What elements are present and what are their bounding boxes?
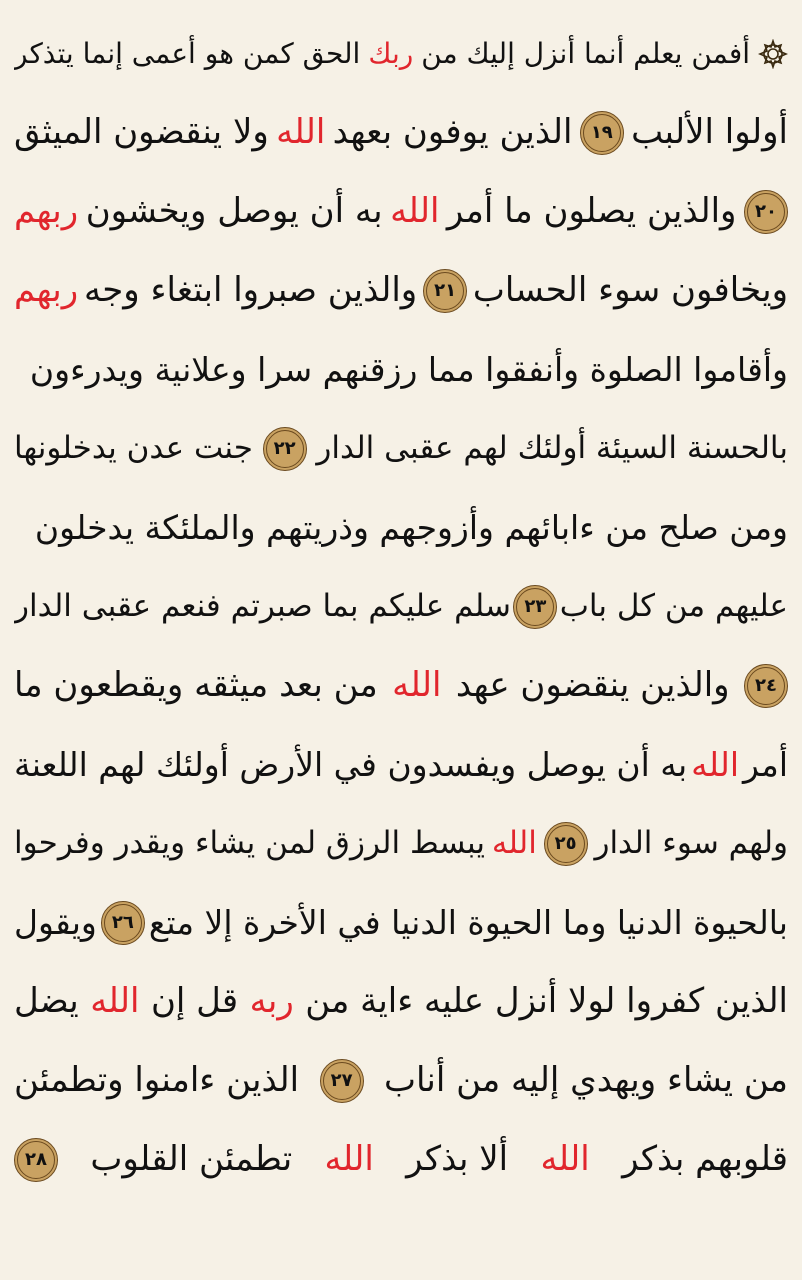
text-line	[14, 93, 788, 172]
text-line	[14, 330, 788, 409]
text-line	[14, 488, 788, 567]
verse-text: الذين يوفون بعهد	[332, 112, 573, 152]
verse-text: ومن صلح من ءابائهم وأزوجهم وذريتهم والملئكة يدخلون	[34, 508, 788, 547]
verse-number-marker: ٢٥	[544, 822, 588, 866]
verse-text: قل إن	[150, 981, 239, 1021]
verse-text: والذين صبروا ابتغاء وجه	[84, 270, 418, 310]
divine-name: ربهم	[14, 191, 79, 231]
verse-text: جنت عدن يدخلونها	[14, 430, 253, 466]
verse-text: بالحيوة الدنيا وما الحيوة الدنيا في الأخرة إلا متع	[148, 903, 788, 942]
text-line	[14, 1120, 788, 1199]
text-line	[14, 646, 788, 725]
verse-text: ألا بذكر	[406, 1139, 509, 1179]
verse-number-marker: ٢٠	[744, 190, 788, 234]
rosette-icon	[758, 39, 788, 69]
text-line	[14, 962, 788, 1041]
verse-text: أفمن يعلم أنما أنزل إليك من	[421, 37, 750, 70]
text-line	[14, 14, 788, 93]
verse-text: ولهم سوء الدار	[594, 825, 788, 861]
divine-name: ربهم	[14, 270, 79, 310]
divine-name: ربك	[368, 37, 414, 70]
divine-name: الله	[691, 745, 739, 784]
verse-text: يبسط الرزق لمن يشاء ويقدر وفرحوا	[14, 825, 486, 861]
text-line	[14, 251, 788, 330]
verse-text: سلم عليكم بما صبرتم فنعم عقبى الدار	[14, 588, 511, 624]
verse-text: بالحسنة السيئة أولئك لهم عقبى الدار	[316, 430, 788, 466]
text-line	[14, 1041, 788, 1120]
text-line	[14, 804, 788, 883]
verse-number-marker: ٢٨	[14, 1138, 58, 1182]
verse-text: ويخافون سوء الحساب	[472, 270, 788, 310]
divine-name: الله	[491, 825, 537, 861]
divine-name: الله	[390, 191, 440, 231]
verse-text: تطمئن القلوب	[90, 1139, 293, 1179]
divine-name: الله	[90, 981, 140, 1021]
divine-name: الله	[540, 1139, 590, 1179]
verse-text: أولوا الألبب	[631, 112, 788, 152]
text-line	[14, 725, 788, 804]
verse-text: عليهم من كل باب	[559, 588, 788, 624]
verse-text: والذين ينقضون عهد	[455, 665, 730, 705]
verse-number-marker: ١٩	[580, 111, 624, 155]
verse-text: الذين ءامنوا وتطمئن	[14, 1060, 300, 1100]
verse-text: ولا ينقضون الميثق	[14, 112, 269, 152]
divine-name: ربه	[249, 981, 294, 1021]
verse-text: والذين يصلون ما أمر	[446, 191, 737, 231]
verse-text: به أن يوصل ويخشون	[85, 191, 383, 231]
verse-text: من بعد ميثقه ويقطعون ما	[14, 665, 378, 705]
text-line	[14, 409, 788, 488]
text-line	[14, 567, 788, 646]
verse-text: من يشاء ويهدي إليه من أناب	[384, 1060, 788, 1100]
verse-text: الحق كمن هو أعمى إنما يتذكر	[14, 37, 361, 70]
verse-text: به أن يوصل ويفسدون في الأرض أولئك لهم اللعنة	[14, 745, 688, 784]
text-line	[14, 172, 788, 251]
text-line	[14, 883, 788, 962]
verse-number-marker: ٢٦	[101, 901, 145, 945]
divine-name: الله	[392, 665, 442, 705]
verse-text: أمر	[742, 745, 788, 784]
verse-text: قلوبهم بذكر	[622, 1139, 788, 1179]
verse-number-marker: ٢٢	[263, 427, 307, 471]
divine-name: الله	[276, 112, 326, 152]
verse-number-marker: ٢٤	[744, 664, 788, 708]
verse-text: وأقاموا الصلوة وأنفقوا مما رزقنهم سرا وعلانية ويدرءون	[29, 350, 788, 389]
verse-text: يضل	[14, 981, 79, 1021]
verse-text: ويقول	[14, 903, 97, 942]
verse-text: الذين كفروا لولا أنزل عليه ءاية من	[305, 981, 788, 1021]
verse-number-marker: ٢٣	[513, 585, 557, 629]
verse-number-marker: ٢٧	[320, 1059, 364, 1103]
divine-name: الله	[324, 1139, 374, 1179]
verse-number-marker: ٢١	[423, 269, 467, 313]
